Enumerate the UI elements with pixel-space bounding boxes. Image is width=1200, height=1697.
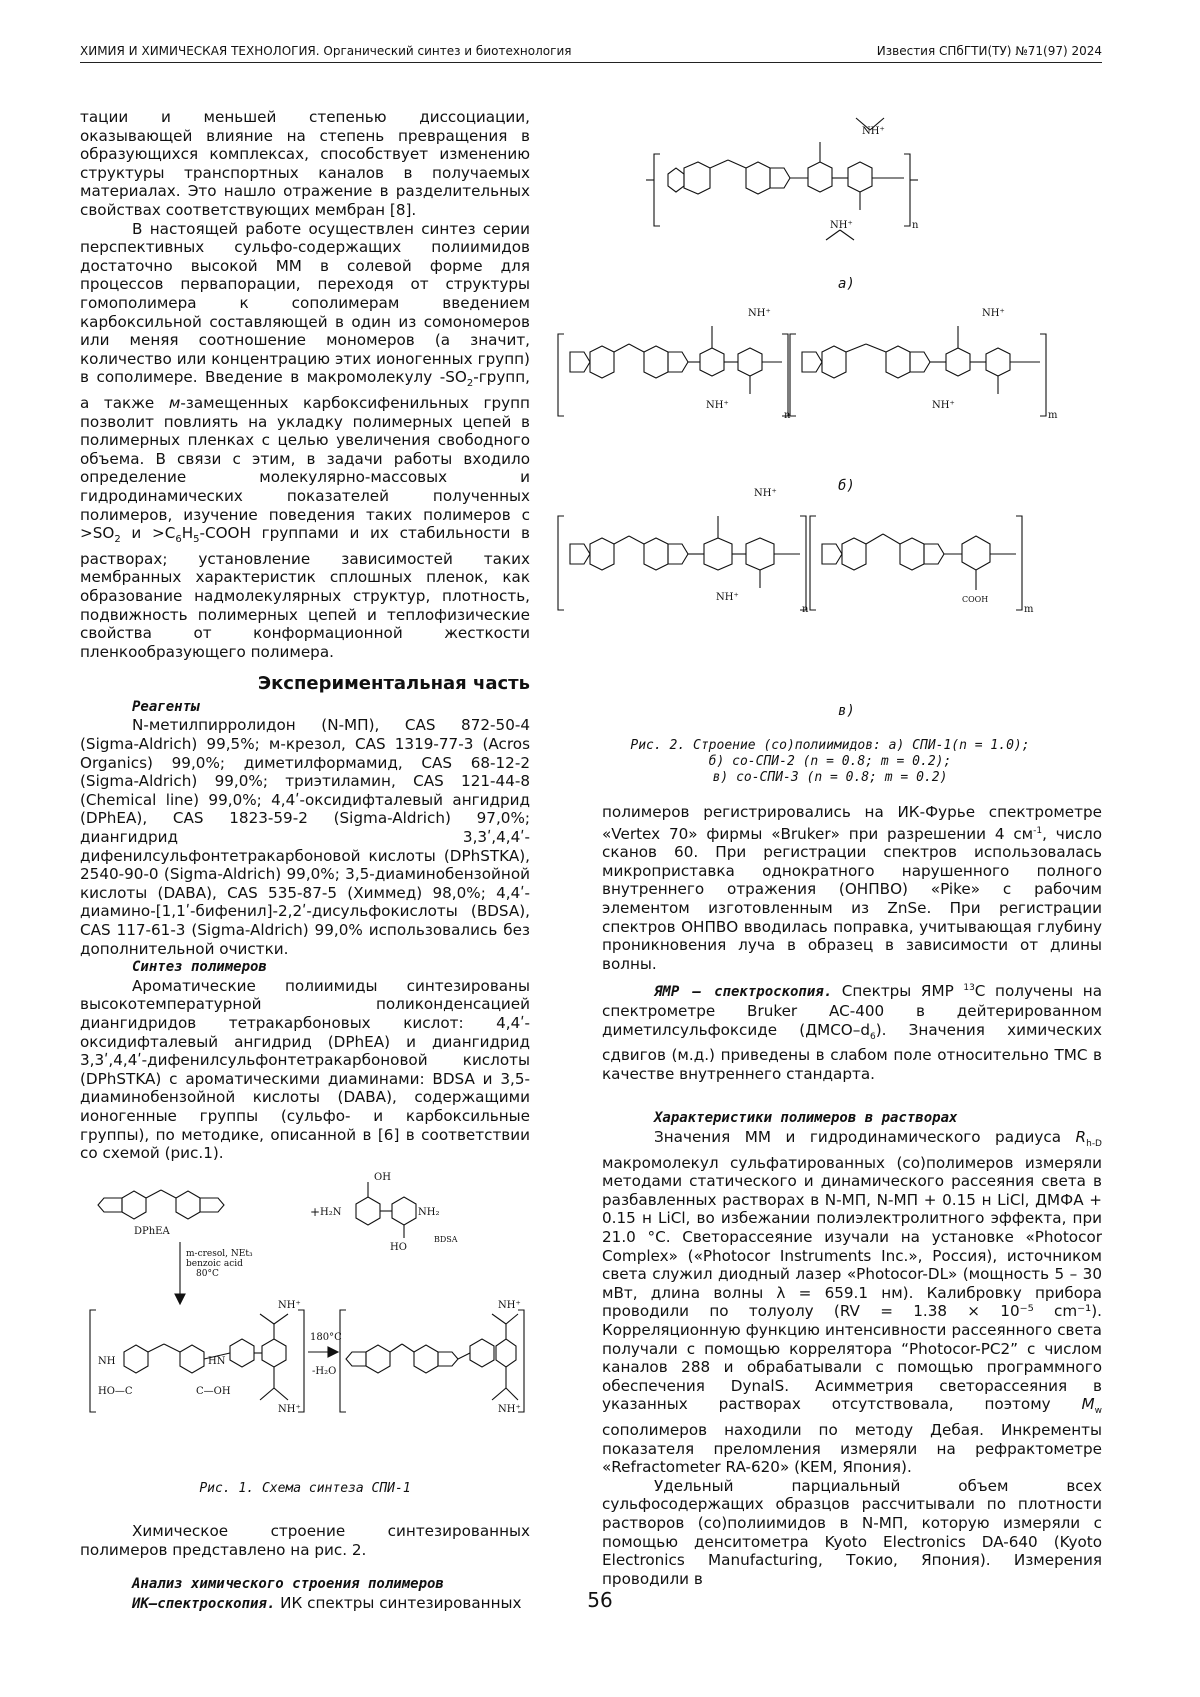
label-cond-temp2: 180°C <box>310 1332 342 1343</box>
figure-2-label-v: в) <box>838 703 855 719</box>
label-c-oh: C—OH <box>196 1386 231 1397</box>
label-h2n: H₂N <box>320 1207 342 1218</box>
label-n-c: n <box>802 604 809 615</box>
figure-2-polymer-structures <box>550 104 1102 672</box>
label-nh-plus-c2: NH⁺ <box>716 592 739 603</box>
subheading-synthesis: Синтез полимеров <box>80 958 530 977</box>
right-column-text <box>602 803 1102 1588</box>
label-nh-plus-b3: NH⁺ <box>982 308 1005 319</box>
subheading-analysis: Анализ химического строения полимеров <box>80 1575 530 1594</box>
page-number: 56 <box>0 1588 1200 1612</box>
paragraph-reagents: N-метилпирролидон (N-МП), CAS 872-50-4 (Sigma-Aldrich) 99,5%; м-крезол, CAS 1319-77-3 (Acros Organics) 99,0%; диметилформамид, CAS 68-12-2 (Sigma-Aldrich) 99,0%; триэтиламин, CAS 121-44-8 (Chemical line) 99,0%; 4,4ʹ-оксидифталевый ангидрид (DPhEA), CAS 1823-59-2 (Sigma-Aldrich) 97,0%; диангидрид 3,3ʹ,4,4ʹ-дифенилсульфонтетракарбоновой кислоты (DPhSTKA), 2540-90-0 (Sigma-Aldrich) 99,0%; 3,5-диаминобензойной кислоты (DABA), CAS 535-87-5 (Химмед) 98,0%; 4,4ʹ-диамино-[1,1ʹ-бифенил]-2,2ʹ-дисульфокислоты (BDSA), CAS 117-61-3 (Sigma-Aldrich) 99,0% использовались без дополнительной очистки. <box>80 716 530 958</box>
label-oh-top: OH <box>374 1172 391 1183</box>
figure-2-caption-line-2: б) со-СПИ-2 (n = 0.8; m = 0.2); <box>570 754 1090 770</box>
label-nh-plus-b4: NH⁺ <box>932 400 955 411</box>
paragraph-synthesis: Ароматические полиимиды синтезированы высокотемпературной поликонденсацией диангидридов тетракарбоновых кислот: 4,4ʹ-оксидифталевый ангидрид (DPhEA) и диангидрид 3,3ʹ,4,4ʹ-дифенилсульфонтетракарбоновой кислоты (DPhSTKA) с ароматическими диаминами: BDSA и 3,5-диаминобензойной кислоты (DABA), содержащими ионогенные группы (сульфо- и карбоксильные группы), по методике, описанной в [6] в соответствии со схемой (рис.1). <box>80 977 530 1163</box>
label-nh-plus-b2: NH⁺ <box>706 400 729 411</box>
label-nh-plus-b1: NH⁺ <box>748 308 771 319</box>
paragraph-nmr: ЯМР – спектроскопия. Спектры ЯМР 13С получены на спектрометре Bruker AC-400 в дейтерированном диметилсульфоксиде (ДМСО–d6). Значения химических сдвигов (м.д.) приведены в слабом поле относительно ТМС в качестве внутреннего стандарта. <box>602 979 1102 1083</box>
figure-2-caption <box>570 738 1090 786</box>
paragraph-structure-ref: Химическое строение синтезированных полимеров представлено на рис. 2. <box>80 1522 530 1559</box>
label-nh-plus-c1: NH⁺ <box>754 488 777 499</box>
figure-1-synthesis-scheme <box>84 1168 530 1466</box>
figure-2-caption-line-3: в) со-СПИ-3 (n = 0.8; m = 0.2) <box>570 770 1090 786</box>
label-cond-solvent: m-cresol, NEt₃ <box>186 1249 253 1259</box>
left-column-top <box>80 108 530 1163</box>
label-cond-water: -H₂O <box>312 1366 336 1377</box>
label-n-b: n <box>784 410 791 421</box>
label-m-b: m <box>1048 410 1058 421</box>
running-header <box>80 44 1102 63</box>
synthesis-scheme-drawing <box>84 1168 530 1466</box>
paragraph-ir-start: ИК–спектроскопия. ИК спектры синтезированных <box>80 1594 530 1614</box>
label-dphea: DPhEA <box>134 1226 170 1237</box>
label-ho-c: HO—C <box>98 1386 133 1397</box>
label-cooh: COOH <box>962 595 988 604</box>
polymer-structures-drawing <box>550 104 1102 672</box>
label-nh-plus-a1: NH⁺ <box>862 126 885 137</box>
figure-2-caption-line-1: Рис. 2. Строение (со)полиимидов: а) СПИ-1(n = 1.0); <box>570 738 1090 754</box>
label-plus: + <box>310 1205 320 1219</box>
label-nh-plus-a2: NH⁺ <box>830 220 853 231</box>
label-ho-bottom: HO <box>390 1242 407 1253</box>
label-m-c: m <box>1024 604 1034 615</box>
label-nh-plus-4: NH⁺ <box>498 1404 521 1415</box>
label-nh-plus-3: NH⁺ <box>498 1300 521 1311</box>
figure-2-label-b: б) <box>838 478 855 494</box>
label-cond-catalyst: benzoic acid <box>186 1259 243 1269</box>
paragraph-partial-volume: Удельный парциальный объем всех сульфосодержащих образцов рассчитывали по плотности растворов (со)полиимидов в N-МП, которую измеряли с помощью денситометра Kyoto Electronics DA-640 (Kyoto Electronics Manufacturing, Токио, Япония). Измерения проводили в <box>602 1477 1102 1589</box>
subheading-reagents: Реагенты <box>80 698 530 717</box>
label-nh-plus-2: NH⁺ <box>278 1404 301 1415</box>
figure-1-caption: Рис. 1. Схема синтеза СПИ-1 <box>80 1481 530 1497</box>
figure-2-label-a: а) <box>838 276 855 292</box>
label-cond-temp1: 80°C <box>196 1269 219 1279</box>
subheading-solution-characteristics: Характеристики полимеров в растворах <box>602 1109 1102 1128</box>
journal-section: ХИМИЯ И ХИМИЧЕСКАЯ ТЕХНОЛОГИЯ. Органический синтез и биотехнология <box>80 44 571 58</box>
label-n-a: n <box>912 220 919 231</box>
label-nh-plus-1: NH⁺ <box>278 1300 301 1311</box>
paragraph-light-scattering: Значения ММ и гидродинамического радиуса Rh-D макромолекул сульфатированных (со)полимеров измеряли методами статического и динамического рассеяния света в разбавленных растворах в N-МП, N-МП + 0.15 н LiCl, ДМФА + 0.15 н LiCl, во избежании полиэлектролитного эффекта, при 21.0 °C. Светорассеяние изучали на установке «Photocor Complex» («Photocor Instruments Inc.», Россия), источником света служил диодный лазер «Photocor-DL» (мощность 5 – 30 мВт, длина волны λ = 659.1 нм). Калибровку прибора проводили по толуолу (RV = 1.38 × 10⁻⁵ cm⁻¹). Корреляционную функцию интенсивности рассеянного света получали с помощью коррелятора “Photocor-PC2” с числом каналов 288 и обрабатывали с помощью программного обеспечения DynalS. Асимметрия светорассеяния в указанных растворах отсутствовала, поэтому Mw сополимеров находили по методу Дебая. Инкременты показателя преломления измеряли на рефрактометре «Refractometer RA-620» (KEM, Япония). <box>602 1128 1102 1477</box>
paragraph-aim: В настоящей работе осуществлен синтез серии перспективных сульфо-содержащих полиимидов достаточно высокой ММ в солевой форме для процессов первапорации, переходя от структуры гомополимера к сополимерам введением карбоксильной составляющей в один из сомономеров или меняя соотношение мономеров (а значит, количество или концентрацию этих ионогенных групп) в сополимере. Введение в макромолекулу -SO2-групп, а также м-замещенных карбоксифенильных групп позволит повлиять на укладку полимерных цепей в полимерных пленках с целью увеличения свободного объема. В связи с этим, в задачи работы входило определение молекулярно-массовых и гидродинамических показателей полученных полимеров, изучение поведения таких полимеров с >SO2 и >C6H5-COOH группами и их стабильности в растворах; установление зависимостей таких мембранных характеристик сплошных пленок, как образование надмолекулярных структур, плотность, подвижность полимерных цепей и теплофизические свойства от конформационной жесткости пленкообразующего полимера. <box>80 220 530 662</box>
section-title-experimental: Экспериментальная часть <box>80 675 530 694</box>
paragraph-intro-end: тации и меньшей степенью диссоциации, оказывающей влияние на степень превращения в образующихся комплексах, способствует изменению структуры транспортных каналов в получаемых материалах. Это нашло отражение в разделительных свойствах соответствующих мембран [8]. <box>80 108 530 220</box>
label-nh: NH <box>98 1356 116 1367</box>
label-nh2: NH₂ <box>418 1207 439 1218</box>
label-bdsa: BDSA <box>434 1235 458 1244</box>
journal-issue: Известия СПбГТИ(ТУ) №71(97) 2024 <box>877 44 1102 58</box>
label-hn: HN <box>208 1356 226 1367</box>
paragraph-ir-cont: полимеров регистрировались на ИК-Фурье спектрометре «Vertex 70» фирмы «Bruker» при разрешении 4 см-1, число сканов 60. При регистрации спектров использовалась микроприставка однократного нарушенного полного внутреннего отражения (ОНПВО) «Pike» с рабочим элементом изготовленным из ZnSe. При регистрации спектров ОНПВО вводилась поправка, учитывающая глубину проникновения луча в образец в зависимости от длины волны. <box>602 803 1102 973</box>
